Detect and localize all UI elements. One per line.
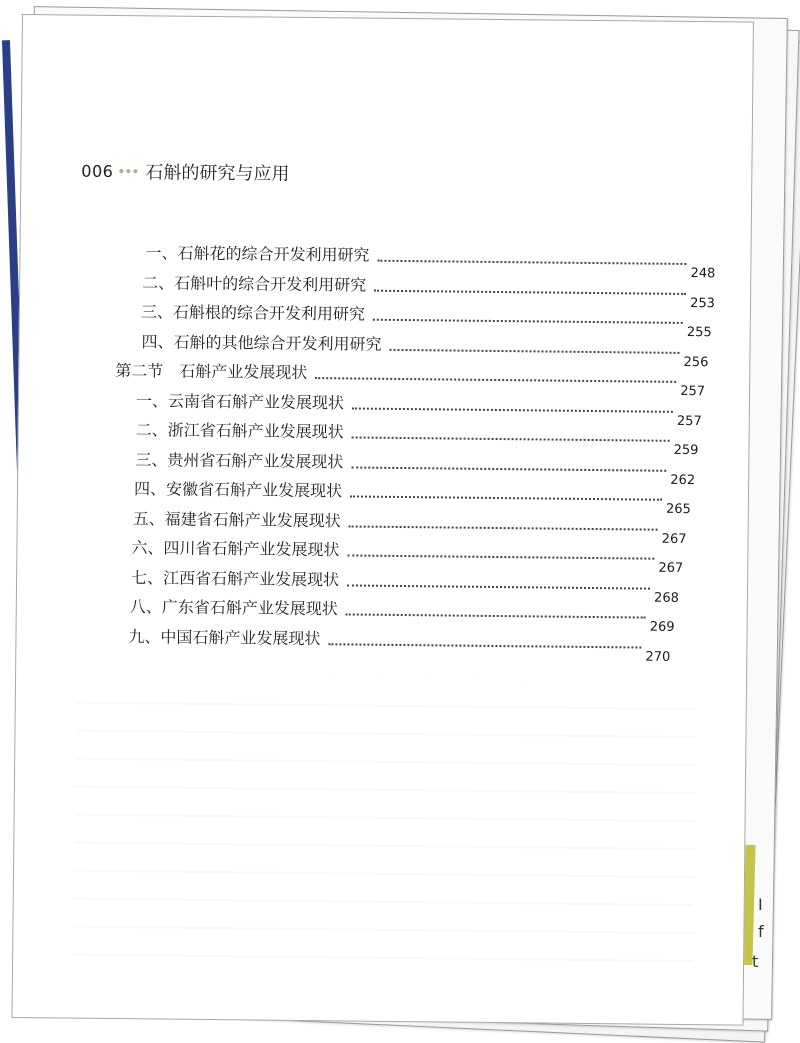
dot-leader [374,290,686,295]
toc-entry[interactable] [131,565,679,606]
dot-leader [347,554,654,559]
toc-entry[interactable] [132,506,687,547]
toc-entry-page: 253 [690,296,716,312]
toc-entry-label: 八、广东省石斛产业发展现状 [129,597,338,619]
dot-leader [373,319,683,324]
toc-entry-label: 第二节 石斛产业发展现状 [115,360,308,383]
toc-entry-label: 四、安徽省石斛产业发展现状 [133,479,343,501]
header-dots-ornament [119,169,137,173]
toc-entry-label: 一、云南省石斛产业发展现状 [135,391,345,413]
toc-entry[interactable] [135,388,702,430]
toc-entry-page: 268 [654,590,679,606]
toc-entry[interactable] [129,594,675,635]
toc-entry[interactable] [135,447,696,489]
toc-entry-label: 七、江西省石斛产业发展现状 [131,568,340,590]
toc-entry-page: 259 [673,442,699,459]
toc-entry-page: 257 [676,413,702,430]
toc-entry-page: 267 [661,531,687,547]
toc-entry-label: 五、福建省石斛产业发展现状 [132,509,341,531]
toc-entry[interactable] [140,299,712,341]
toc-entry-label: 三、贵州省石斛产业发展现状 [135,450,344,472]
toc-entry[interactable] [135,417,699,459]
toc-entry-page: 248 [690,266,716,282]
dot-leader [346,613,646,618]
dot-leader [315,377,676,383]
toc-entry-page: 265 [665,501,691,518]
toc-entry-page: 269 [649,619,675,635]
toc-entry[interactable] [133,476,691,518]
dot-leader [350,495,662,500]
dot-leader [328,643,641,648]
dot-leader [352,407,673,412]
toc-entry[interactable] [131,535,684,576]
document-page [11,14,753,1026]
toc-entry-label: 四、石斛的其他综合开发利用研究 [141,332,382,354]
toc-entry-label: 九、中国石斛产业发展现状 [128,627,321,649]
dot-leader [377,260,686,265]
dot-leader [352,436,670,441]
dot-leader [351,466,666,471]
toc-entry-page: 270 [645,649,671,665]
edge-text: I [758,895,763,914]
running-header [81,158,289,186]
toc-entry[interactable] [145,240,716,282]
bleed-through-text [73,676,696,982]
toc-entry-page: 267 [658,560,684,576]
toc-entry-label: 二、石斛叶的综合开发利用研究 [142,273,367,295]
toc-entry-label: 一、石斛花的综合开发利用研究 [145,243,370,265]
toc-entry[interactable] [128,624,671,665]
edge-text: t [752,952,759,971]
toc-entry-page: 256 [683,354,709,371]
page-number: 006 [81,161,114,181]
toc-entry-page: 262 [670,472,696,489]
toc-entry-label: 二、浙江省石斛产业发展现状 [135,420,344,442]
dot-leader [347,584,650,589]
dot-leader [349,525,658,530]
dot-leader [390,349,680,354]
toc-section-entry[interactable] [115,358,706,400]
edge-text: f [758,922,764,941]
toc-entry[interactable] [141,329,709,371]
toc-entry-label: 六、四川省石斛产业发展现状 [131,538,340,560]
book-title: 石斛的研究与应用 [145,162,290,185]
toc-entry-page: 257 [680,383,706,400]
toc-entry[interactable] [142,270,716,312]
toc-entry-label: 三、石斛根的综合开发利用研究 [140,302,365,324]
toc-entry-page: 255 [686,324,712,341]
